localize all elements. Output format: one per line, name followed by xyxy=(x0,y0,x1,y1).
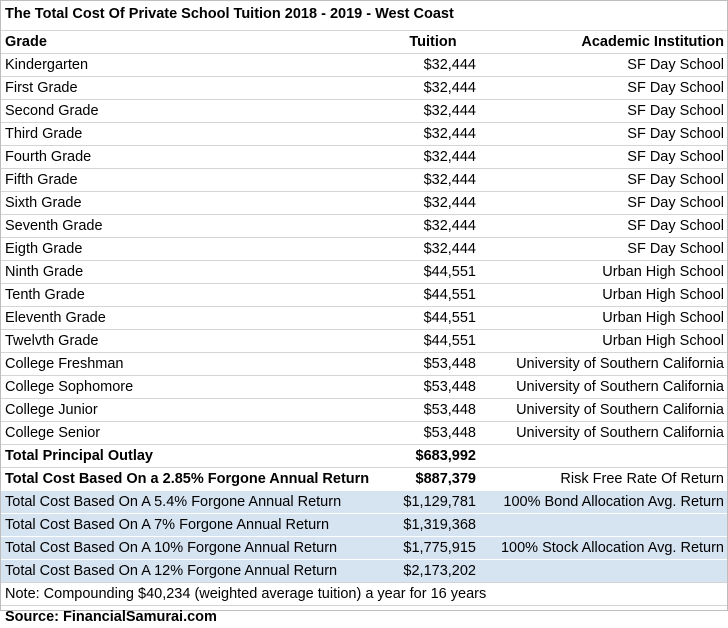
tuition-cell: $53,448 xyxy=(388,353,478,376)
table-row xyxy=(1,307,727,330)
grade-cell: College Freshman xyxy=(1,353,388,376)
institution-cell: SF Day School xyxy=(478,54,727,77)
institution-cell: SF Day School xyxy=(478,238,727,261)
table-row xyxy=(1,376,727,399)
table-row xyxy=(1,100,727,123)
institution-cell: University of Southern California xyxy=(478,399,727,422)
total-principal-row xyxy=(1,445,727,468)
tuition-cell: $32,444 xyxy=(388,146,478,169)
table-row xyxy=(1,238,727,261)
scenario-label: Total Cost Based On A 12% Forgone Annual Return xyxy=(1,560,388,583)
tuition-cell: $32,444 xyxy=(388,100,478,123)
tuition-table xyxy=(1,1,727,628)
institution-cell: University of Southern California xyxy=(478,422,727,445)
header-tuition: Tuition xyxy=(388,31,478,54)
scenario-note: 100% Stock Allocation Avg. Return xyxy=(478,537,727,560)
total-principal-label: Total Principal Outlay xyxy=(1,445,388,468)
scenario-value: $2,173,202 xyxy=(388,560,478,583)
table-row xyxy=(1,284,727,307)
institution-cell: Urban High School xyxy=(478,307,727,330)
scenario-label: Total Cost Based On A 10% Forgone Annual Return xyxy=(1,537,388,560)
note-row xyxy=(1,583,727,606)
institution-cell: SF Day School xyxy=(478,215,727,238)
grade-cell: College Junior xyxy=(1,399,388,422)
table-title: The Total Cost Of Private School Tuition 2018 - 2019 - West Coast xyxy=(1,1,727,31)
table-row xyxy=(1,353,727,376)
grade-cell: Twelvth Grade xyxy=(1,330,388,353)
risk-free-value: $887,379 xyxy=(388,468,478,491)
scenario-row xyxy=(1,537,727,560)
tuition-cell: $32,444 xyxy=(388,238,478,261)
table-row xyxy=(1,215,727,238)
grade-cell: Fourth Grade xyxy=(1,146,388,169)
grade-cell: Seventh Grade xyxy=(1,215,388,238)
table-row xyxy=(1,77,727,100)
scenario-value: $1,319,368 xyxy=(388,514,478,537)
grade-cell: Eigth Grade xyxy=(1,238,388,261)
institution-cell: SF Day School xyxy=(478,100,727,123)
tuition-cell: $44,551 xyxy=(388,261,478,284)
table-row xyxy=(1,330,727,353)
risk-free-row xyxy=(1,468,727,491)
grade-cell: College Sophomore xyxy=(1,376,388,399)
tuition-cell: $32,444 xyxy=(388,54,478,77)
institution-cell: SF Day School xyxy=(478,169,727,192)
header-row xyxy=(1,31,727,54)
institution-cell: SF Day School xyxy=(478,146,727,169)
grade-cell: Tenth Grade xyxy=(1,284,388,307)
tuition-cell: $32,444 xyxy=(388,215,478,238)
grade-cell: Third Grade xyxy=(1,123,388,146)
scenario-label: Total Cost Based On A 7% Forgone Annual Return xyxy=(1,514,388,537)
total-principal-note xyxy=(478,445,727,468)
total-principal-value: $683,992 xyxy=(388,445,478,468)
institution-cell: SF Day School xyxy=(478,192,727,215)
table-row xyxy=(1,261,727,284)
scenario-row xyxy=(1,560,727,583)
scenario-row xyxy=(1,514,727,537)
source-row xyxy=(1,606,727,628)
grade-cell: Eleventh Grade xyxy=(1,307,388,330)
grade-cell: First Grade xyxy=(1,77,388,100)
tuition-cell: $44,551 xyxy=(388,330,478,353)
institution-cell: SF Day School xyxy=(478,123,727,146)
grade-cell: Fifth Grade xyxy=(1,169,388,192)
tuition-cell: $53,448 xyxy=(388,422,478,445)
risk-free-label: Total Cost Based On a 2.85% Forgone Annual Return xyxy=(1,468,388,491)
scenario-note xyxy=(478,514,727,537)
scenario-note: 100% Bond Allocation Avg. Return xyxy=(478,491,727,514)
tuition-cell: $32,444 xyxy=(388,77,478,100)
grade-cell: Kindergarten xyxy=(1,54,388,77)
header-institution: Academic Institution xyxy=(478,31,727,54)
table-row xyxy=(1,169,727,192)
table-row xyxy=(1,146,727,169)
institution-cell: University of Southern California xyxy=(478,376,727,399)
grade-cell: Second Grade xyxy=(1,100,388,123)
grade-cell: Ninth Grade xyxy=(1,261,388,284)
scenario-label: Total Cost Based On A 5.4% Forgone Annual Return xyxy=(1,491,388,514)
institution-cell: Urban High School xyxy=(478,330,727,353)
header-grade: Grade xyxy=(1,31,388,54)
footnote: Note: Compounding $40,234 (weighted average tuition) a year for 16 years xyxy=(1,583,727,606)
grade-cell: Sixth Grade xyxy=(1,192,388,215)
risk-free-note: Risk Free Rate Of Return xyxy=(478,468,727,491)
tuition-cell: $53,448 xyxy=(388,376,478,399)
institution-cell: Urban High School xyxy=(478,261,727,284)
scenario-value: $1,775,915 xyxy=(388,537,478,560)
source-text: Source: FinancialSamurai.com xyxy=(1,606,727,628)
tuition-cell: $32,444 xyxy=(388,192,478,215)
institution-cell: Urban High School xyxy=(478,284,727,307)
table-row xyxy=(1,422,727,445)
scenario-row xyxy=(1,491,727,514)
tuition-cell: $32,444 xyxy=(388,169,478,192)
table-row xyxy=(1,399,727,422)
institution-cell: University of Southern California xyxy=(478,353,727,376)
grade-cell: College Senior xyxy=(1,422,388,445)
table-row xyxy=(1,192,727,215)
institution-cell: SF Day School xyxy=(478,77,727,100)
tuition-cell: $53,448 xyxy=(388,399,478,422)
scenario-note xyxy=(478,560,727,583)
table-row xyxy=(1,123,727,146)
tuition-cell: $44,551 xyxy=(388,284,478,307)
scenario-value: $1,129,781 xyxy=(388,491,478,514)
tuition-cell: $32,444 xyxy=(388,123,478,146)
table-row xyxy=(1,54,727,77)
title-row xyxy=(1,1,727,31)
tuition-cell: $44,551 xyxy=(388,307,478,330)
